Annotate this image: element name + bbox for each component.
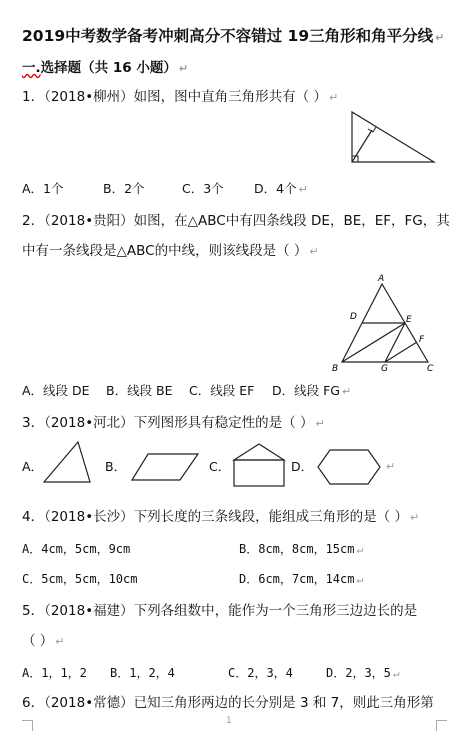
question-1-option-a: A．1个 [22,181,64,196]
figure-label-e: E [406,315,412,325]
question-5-line-2: （ ） ↵ [22,633,65,649]
page-corner-mark-left [22,720,33,731]
question-1-option-b: B．2个 [103,181,145,196]
figure-label-b: B [332,364,339,374]
question-4-text: 4．（2018•长沙）下列长度的三条线段，能组成三角形的是（ ） ↵ [22,509,420,525]
question-2-option-b: B．线段 BE [106,383,173,398]
question-2-line-1: 2．（2018•贵阳）如图，在△ABC中有四条线段 DE，BE，EF，FG，其 [22,213,450,229]
question-5-option-b: B．1，2，4 [110,666,175,680]
question-2-option-c: C．线段 EF [189,383,255,398]
section-heading: 一.选择题（共 16 小题） ↵ [22,60,189,76]
question-2-option-d: D．线段 FG ↵ [272,383,352,398]
question-1-figure [348,110,438,166]
question-1-option-d: D．4个 ↵ [254,181,308,196]
question-5-line-1: 5．（2018•福建）下列各组数中，能作为一个三角形三边边长的是 [22,603,418,619]
figure-label-a: A [378,274,385,284]
question-1-option-c: C．3个 [182,181,224,196]
question-2-option-a: A．线段 DE [22,383,90,398]
question-3-option-d: D． [291,459,314,474]
question-1-text: 1．（2018•柳州）如图，图中直角三角形共有（ ） ↵ [22,89,339,105]
question-3-option-b: B． [105,459,127,474]
question-3-triangle-shape [42,440,92,486]
question-3-parallelogram-shape [130,452,200,482]
figure-label-c: C [427,364,434,374]
question-2-figure [330,272,440,372]
question-4-option-a: A．4cm，5cm，9cm [22,542,131,556]
question-3-option-c: C． [209,459,231,474]
question-3-option-a: A． [22,459,44,474]
page-title: 2019中考数学备考冲刺高分不容错过 19三角形和角平分线 ↵ [22,27,445,45]
question-4-option-b: B．8cm，8cm，15cm ↵ [239,542,364,556]
page-corner-mark-right [436,720,447,731]
section-number: 一. [22,60,41,76]
figure-label-d: D [350,312,357,322]
question-3-hexagon-shape [316,448,382,486]
question-5-option-a: A．1，1，2 [22,666,87,680]
question-4-option-d: D．6cm，7cm，14cm ↵ [239,572,364,586]
question-5-option-c: C．2，3，4 [228,666,293,680]
question-3-text: 3．（2018•河北）下列图形具有稳定性的是（ ） ↵ [22,415,325,431]
question-3-house-shape [232,442,288,488]
question-5-option-d: D．2，3，5 ↵ [326,666,400,680]
page-number: 1 [226,716,232,726]
question-2-line-2: 中有一条线段是△ABC的中线，则该线段是（ ） ↵ [22,243,319,259]
document-page: 2019中考数学备考冲刺高分不容错过 19三角形和角平分线 ↵ 一.选择题（共 16 小题） ↵ 1．（2018•柳州）如图，图中直角三角形共有（ ） ↵ A．1个 B．2个 C．3个 D．4个 ↵ 2．（2018•贵阳）如图，在△ABC中有四条线段 DE，BE，EF，FG，其 中有一条线段是△ABC的中线，则该线段是（ ） ↵ A D E F B G C A．线段 DE B．线段 BE C．线段 EF D．线段 FG ↵ 3．（2018•河北）下列图形具有稳定性的是（ ） ↵ A． B． C． D． ↵ 4．（2018•长沙）下列长度的三条线段，能组成三角形的是（ ） ↵ A．4cm，5cm，9cm B．8cm，8cm，15cm ↵ C．5cm，5cm，10cm D．6cm，7cm，14cm ↵ 5．（2018•福建）下列各组数中，能作为一个三角形三边边长的是 （ ） ↵ A．1，1，2 B．1，2，4 C．2，3，4 D．2，3，5 ↵ 6．（2018•常德）已知三角形两边的长分别是 3 和 7，则此三角形第 1 [0,0,461,744]
figure-label-g: G [381,364,388,374]
figure-label-f: F [419,335,425,345]
question-4-option-c: C．5cm，5cm，10cm [22,572,138,586]
question-6-text: 6．（2018•常德）已知三角形两边的长分别是 3 和 7，则此三角形第 [22,695,434,711]
